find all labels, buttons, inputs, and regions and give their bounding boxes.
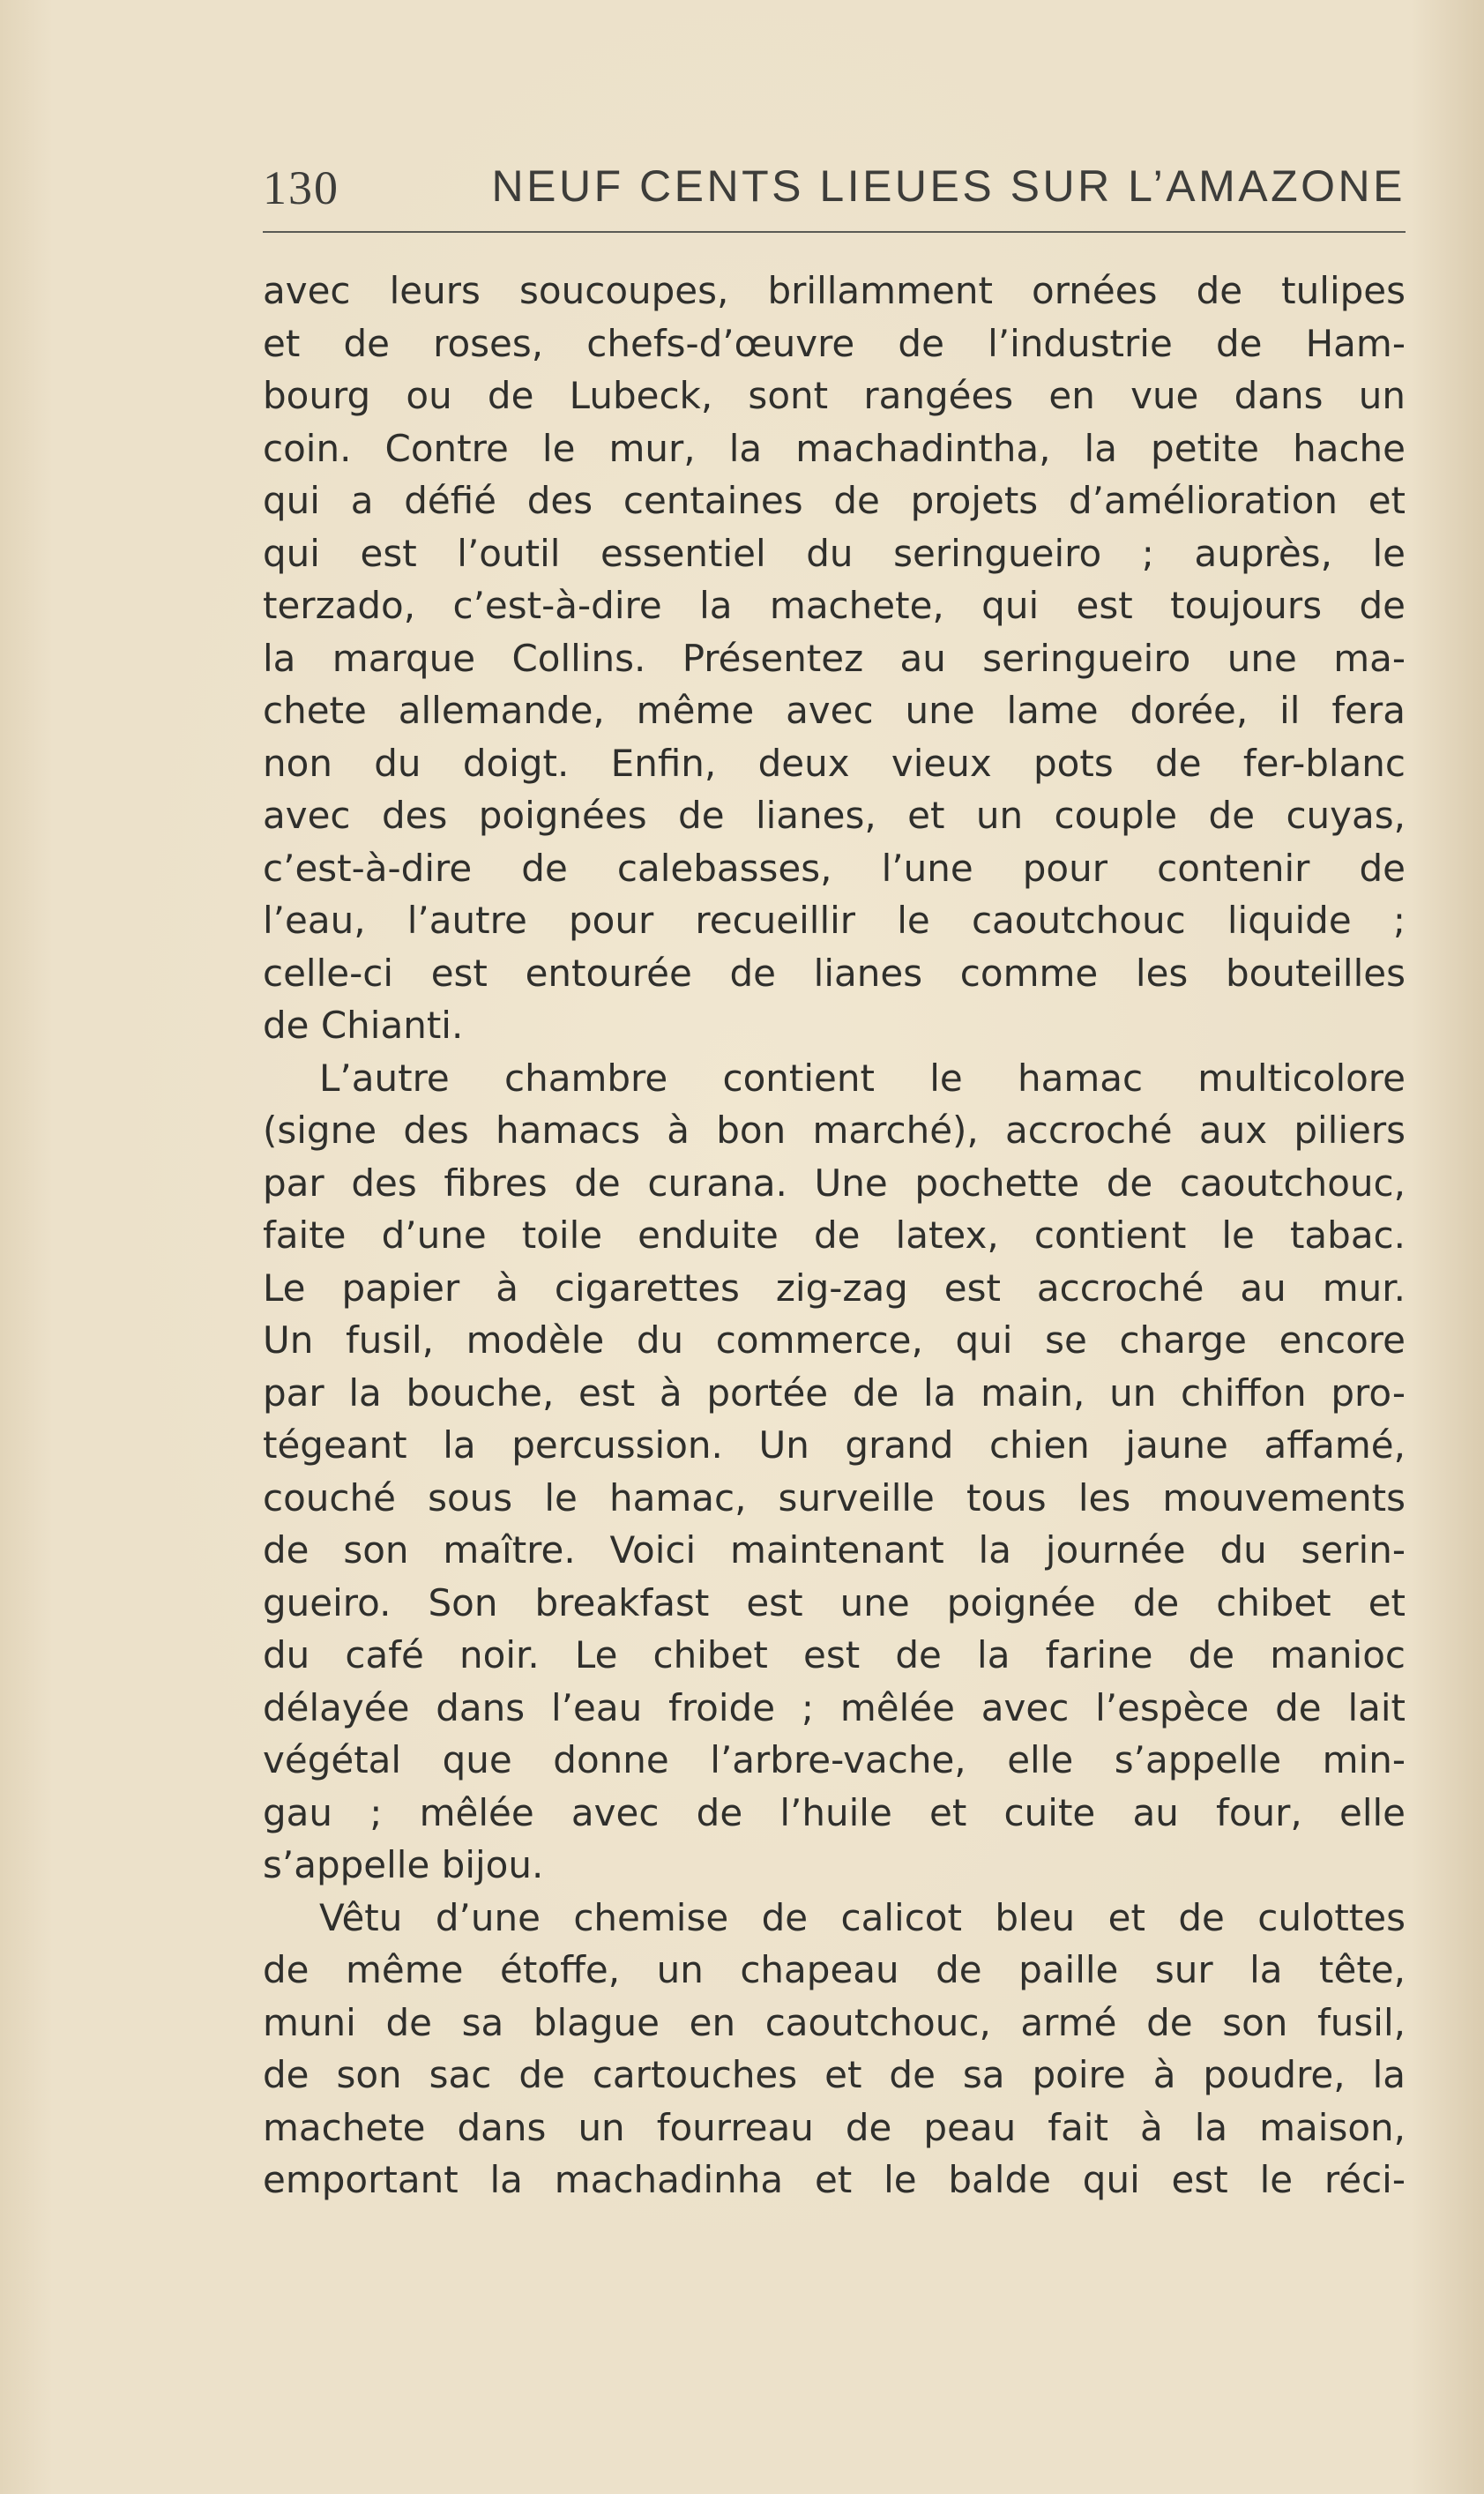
text-line: c’est-à-dire de calebasses, l’une pour contenir de xyxy=(263,846,1406,890)
text-line: (signe des hamacs à bon marché), accroché aux piliers xyxy=(263,1109,1406,1152)
text-line: terzado, c’est-à-dire la machete, qui est toujours de xyxy=(263,584,1406,627)
paragraph-end-line: s’appelle bijou. xyxy=(263,1843,544,1886)
text-line: non du doigt. Enfin, deux vieux pots de fer-blanc xyxy=(263,741,1406,785)
paragraph-end-line: de Chianti. xyxy=(263,1004,464,1047)
text-line: de son sac de cartouches et de sa poire à poudre, la xyxy=(263,2053,1406,2096)
text-line: couché sous le hamac, surveille tous les mouvements xyxy=(263,1475,1406,1520)
text-line: Un fusil, modèle du commerce, qui se charge encore xyxy=(263,1318,1406,1362)
text-line: végétal que donne l’arbre-vache, elle s’appelle min- xyxy=(263,1738,1406,1781)
text-line: du café noir. Le chibet est de la farine de manioc xyxy=(263,1633,1406,1676)
body-text xyxy=(263,265,1406,2207)
text-line: machete dans un fourreau de peau fait à la maison, xyxy=(263,2105,1406,2149)
text-line: qui a défié des centaines de projets d’amélioration et xyxy=(263,479,1406,522)
text-line: de son maître. Voici maintenant la journée du serin- xyxy=(263,1528,1406,1572)
text-line: coin. Contre le mur, la machadintha, la petite hache xyxy=(263,426,1406,470)
text-line: avec leurs soucoupes, brillamment ornées de tulipes xyxy=(263,269,1406,312)
text-line: gau ; mêlée avec de l’huile et cuite au four, elle xyxy=(263,1790,1406,1834)
text-line: gueiro. Son breakfast est une poignée de chibet et xyxy=(263,1580,1406,1624)
text-line: par la bouche, est à portée de la main, un chiffon pro- xyxy=(263,1370,1406,1415)
page-header xyxy=(263,161,1406,233)
paragraph-start-line: Vêtu d’une chemise de calicot bleu et de culottes xyxy=(319,1895,1406,1939)
text-line: Le papier à cigarettes zig-zag est accroché au mur. xyxy=(263,1266,1406,1310)
text-line: bourg ou de Lubeck, sont rangées en vue dans un xyxy=(263,374,1406,417)
text-line: avec des poignées de lianes, et un couple de cuyas, xyxy=(263,794,1406,837)
text-line: muni de sa blague en caoutchouc, armé de son fusil, xyxy=(263,2000,1406,2044)
text-line: la marque Collins. Présentez au seringueiro une ma- xyxy=(263,636,1406,680)
paragraph-start-line: L’autre chambre contient le hamac multicolore xyxy=(319,1056,1406,1100)
text-line: délayée dans l’eau froide ; mêlée avec l’espèce de lait xyxy=(263,1685,1406,1729)
text-line: chete allemande, même avec une lame dorée, il fera xyxy=(263,689,1406,732)
text-line: qui est l’outil essentiel du seringueiro ; auprès, le xyxy=(263,531,1406,575)
text-line: et de roses, chefs-d’œuvre de l’industrie de Ham- xyxy=(263,321,1406,365)
text-line: par des fibres de curana. Une pochette de caoutchouc, xyxy=(263,1161,1406,1205)
text-line: l’eau, l’autre pour recueillir le caoutchouc liquide ; xyxy=(263,899,1406,942)
text-line: de même étoffe, un chapeau de paille sur la tête, xyxy=(263,1948,1406,1991)
page-number: 130 xyxy=(263,161,339,214)
running-title: NEUF CENTS LIEUES SUR L’AMAZONE xyxy=(491,161,1406,211)
text-line: tégeant la percussion. Un grand chien jaune affamé, xyxy=(263,1423,1406,1467)
text-line: emportant la machadinha et le balde qui est le réci- xyxy=(263,2158,1406,2201)
text-line: celle-ci est entourée de lianes comme les bouteilles xyxy=(263,951,1406,995)
text-line: faite d’une toile enduite de latex, contient le tabac. xyxy=(263,1213,1406,1257)
